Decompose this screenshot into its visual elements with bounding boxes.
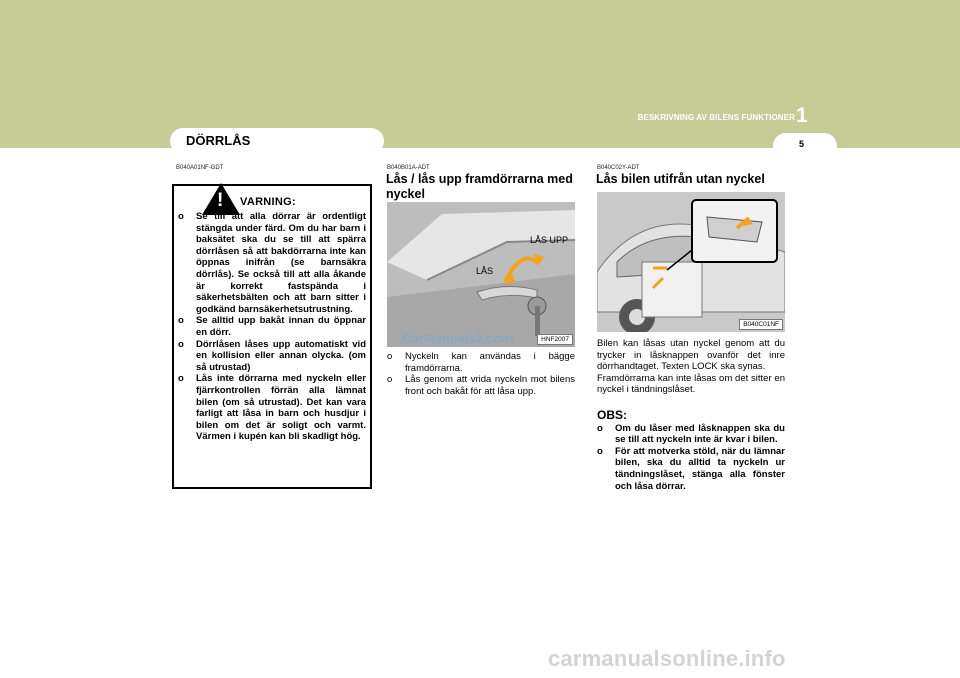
- col3-body: [597, 338, 785, 492]
- watermark-carmanuals2: CarManuals2.com: [402, 331, 514, 346]
- col3-heading: Lås bilen utifrån utan nyckel: [596, 172, 765, 186]
- col2-image-code: HNF2007: [537, 334, 573, 345]
- col1-code: B040A01NF-GDT: [176, 165, 224, 171]
- obs-item: o Om du låser med låsknappen ska du se till att nyckeln inte är kvar i bilen.: [597, 422, 785, 446]
- obs-title: OBS:: [597, 407, 627, 422]
- warning-title: VARNING:: [240, 196, 296, 208]
- col2-list: [387, 351, 575, 397]
- header-band: [0, 0, 960, 148]
- page-number: 5: [799, 139, 805, 149]
- col3-paragraph-2: Framdörrarna kan inte låsas om det sitter en nyckel i tändningslåset.: [597, 372, 785, 396]
- chapter-title: BESKRIVNING AV BILENS FUNKTIONER: [637, 113, 795, 122]
- page-number-tab: [773, 133, 837, 159]
- footer-watermark[interactable]: carmanualsonline.info: [548, 646, 786, 671]
- obs-item: o För att motverka stöld, när du lämnar bilen, ska du alltid ta nyckeln ur tändningslåset, stänga alla fönster och låsa dörrar.: [597, 445, 785, 492]
- unlock-label: LÅS UPP: [530, 235, 569, 245]
- col2-heading: Lås / lås upp framdörrarna med nyckel: [386, 172, 573, 201]
- warning-item: o Dörrlåsen låses upp automatiskt vid en kollision eller annan olycka. (om så utrustad): [178, 338, 366, 373]
- warning-item: o Lås inte dörrarna med nyckeln eller fjärrkontrollen förrän alla lämnat bilen (om så utrustad). Det kan vara farligt att låsa in barn och husdjur i bilen om det är soligt och varmt. Värmen i kupén kan bli skadligt hög.: [178, 373, 366, 443]
- section-title: DÖRRLÅS: [186, 133, 251, 148]
- warning-box: [172, 184, 372, 489]
- warning-item: o Se alltid upp bakåt innan du öppnar en dörr.: [178, 315, 366, 338]
- col2-code: B040B01A-ADT: [387, 165, 430, 171]
- col3-code: B040C02Y-ADT: [597, 165, 640, 171]
- chapter-number: 1: [796, 104, 808, 127]
- col3-paragraph-1: Bilen kan låsas utan nyckel genom att du trycker in låsknappen ovanför det inre dörrhandtaget. Texten LOCK ska synas.: [597, 338, 785, 373]
- warning-list: [178, 211, 366, 443]
- lock-label: LÅS: [476, 266, 494, 276]
- col2-item: o Nyckeln kan användas i bägge framdörrarna.: [387, 351, 575, 374]
- obs-list: [597, 423, 785, 493]
- car-side-drawing: [597, 192, 785, 332]
- door-lock-button-illustration: [597, 192, 785, 332]
- warning-exclamation-icon: !: [217, 190, 224, 211]
- col3-image-code: B040C01NF: [739, 319, 783, 330]
- col2-item: o Lås genom att vrida nyckeln mot bilens front och bakåt för att låsa upp.: [387, 374, 575, 397]
- key-lock-illustration: [387, 202, 575, 347]
- warning-item: o Se till att alla dörrar är ordentligt stängda under färd. Om du har barn i baksätet ska du se till att spärra dörrlåsen så att bakdörrarna inte kan öppnas inifrån (se barnsäkra dörrlås). Se också till att alla åkande är korrekt fastspända i säkerhetsbälten och att barn sitter i godkänd barnsäkerhetsutrustning.: [178, 211, 366, 315]
